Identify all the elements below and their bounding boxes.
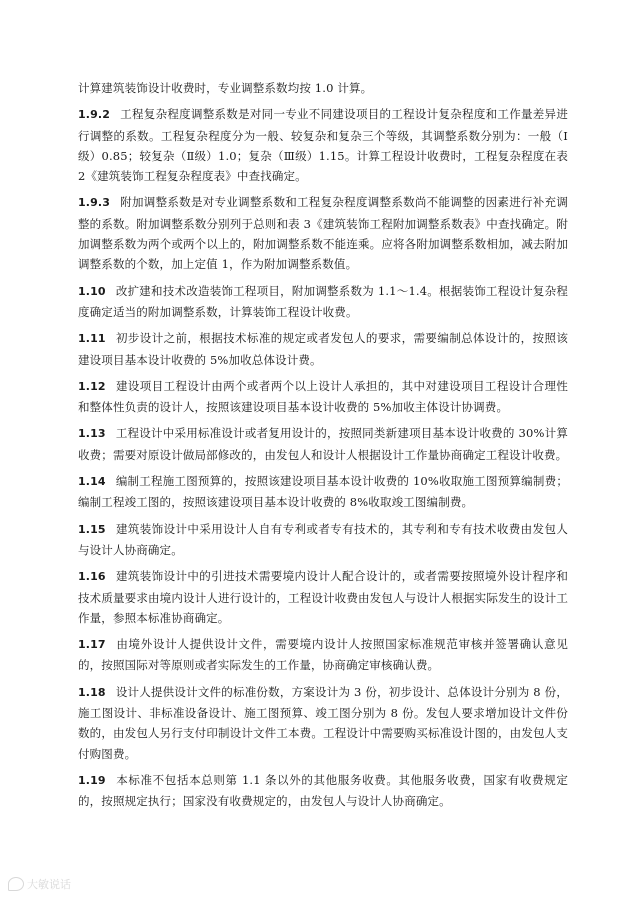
clause-text: 初步设计之前，根据技术标准的规定或者发包人的要求，需要编制总体设计的，按照该建设项目基本设计收费的 5%加收总体设计费。 (78, 331, 568, 367)
clause-number: 1.16 (78, 570, 106, 584)
watermark-text: 大敏说话 (27, 878, 71, 891)
clause-text: 改扩建和技术改造装饰工程项目，附加调整系数为 1.1～1.4。根据装饰工程设计复杂程度确定适当的附加调整系数，计算装饰工程设计收费。 (78, 283, 568, 319)
clause-paragraph (78, 770, 568, 812)
clause-list (78, 104, 568, 811)
clause-number: 1.19 (78, 773, 106, 787)
watermark (8, 876, 71, 892)
clause-number: 1.10 (78, 284, 106, 298)
clause-number: 1.9.2 (78, 108, 111, 122)
clause-paragraph (78, 104, 568, 186)
clause-number: 1.9.3 (78, 196, 111, 210)
clause-text: 由境外设计人提供设计文件，需要境内设计人按照国家标准规范审核并签署确认意见的，按照国际对等原则或者实际发生的工作量，协商确定审核确认费。 (78, 637, 568, 673)
clause-number: 1.11 (78, 332, 106, 346)
document-body (78, 78, 568, 818)
clause-paragraph (78, 281, 568, 323)
clause-paragraph (78, 519, 568, 561)
clause-number: 1.18 (78, 685, 106, 699)
clause-text: 本标准不包括本总则第 1.1 条以外的其他服务收费。其他服务收费，国家有收费规定的，按照规定执行；国家没有收费规定的，由发包人与设计人协商确定。 (78, 772, 568, 809)
clause-paragraph (78, 471, 568, 513)
clause-text: 工程复杂程度调整系数是对同一专业不同建设项目的工程设计复杂程度和工作量差异进行调整的系数。工程复杂程度分为一般、较复杂和复杂三个等级，其调整系数分别为：一般（Ⅰ级）0.85；较复杂（Ⅱ级）1.0；复杂（Ⅲ级）1.15。计算工程设计收费时，工程复杂程度在表 2《建筑装饰工程复杂程度表》中查找确定。 (78, 107, 568, 184)
speech-bubble-icon (8, 877, 24, 891)
clause-text: 建筑装饰设计中的引进技术需要境内设计人配合设计的，或者需要按照境外设计程序和技术质量要求由境内设计人进行设计的，工程设计收费由发包人与设计人根据实际发生的设计工作量，参照本标准协商确定。 (78, 569, 568, 625)
clause-text: 工程设计中采用标准设计或者复用设计的，按照同类新建项目基本设计收费的 30%计算收费；需要对原设计做局部修改的，由发包人和设计人根据设计工作量协商确定工程设计收费。 (78, 426, 568, 462)
clause-paragraph (78, 634, 568, 676)
clause-number: 1.17 (78, 638, 106, 652)
clause-text: 编制工程施工图预算的，按照该建设项目基本设计收费的 10%收取施工图预算编制费；编制工程竣工图的，按照该建设项目基本设计收费的 8%收取竣工图编制费。 (78, 474, 568, 510)
clause-paragraph (78, 423, 568, 465)
clause-number: 1.14 (78, 475, 106, 489)
clause-number: 1.13 (78, 427, 106, 441)
clause-number: 1.15 (78, 522, 106, 536)
clause-paragraph (78, 328, 568, 370)
clause-text: 设计人提供设计文件的标准份数，方案设计为 3 份，初步设计、总体设计分别为 8 份，施工图设计、非标准设备设计、施工图预算、竣工图分别为 8 份。发包人要求增加设计文件份数的，由发包人另行支付印制设计文件工本费。工程设计中需要购买标准设计图的，由发包人支付购图费。 (78, 684, 568, 761)
clause-text: 附加调整系数是对专业调整系数和工程复杂程度调整系数尚不能调整的因素进行补充调整的系数。附加调整系数分别列于总则和表 3《建筑装饰工程附加调整系数表》中查找确定。附加调整系数为两个或两个以上的，附加调整系数不能连乘。应将各附加调整系数相加，减去附加调整系数的个数，加上定值 1，作为附加调整系数值。 (78, 195, 568, 272)
lead-paragraph: 计算建筑装饰设计收费时，专业调整系数均按 1.0 计算。 (78, 81, 373, 95)
clause-paragraph (78, 192, 568, 274)
clause-paragraph (78, 566, 568, 628)
clause-paragraph (78, 682, 568, 764)
clause-paragraph (78, 376, 568, 418)
clause-text: 建筑装饰设计中采用设计人自有专利或者专有技术的，其专利和专有技术收费由发包人与设计人协商确定。 (78, 521, 568, 557)
clause-text: 建设项目工程设计由两个或者两个以上设计人承担的，其中对建设项目工程设计合理性和整体性负责的设计人，按照该建设项目基本设计收费的 5%加收主体设计协调费。 (78, 378, 568, 415)
clause-number: 1.12 (78, 379, 106, 393)
